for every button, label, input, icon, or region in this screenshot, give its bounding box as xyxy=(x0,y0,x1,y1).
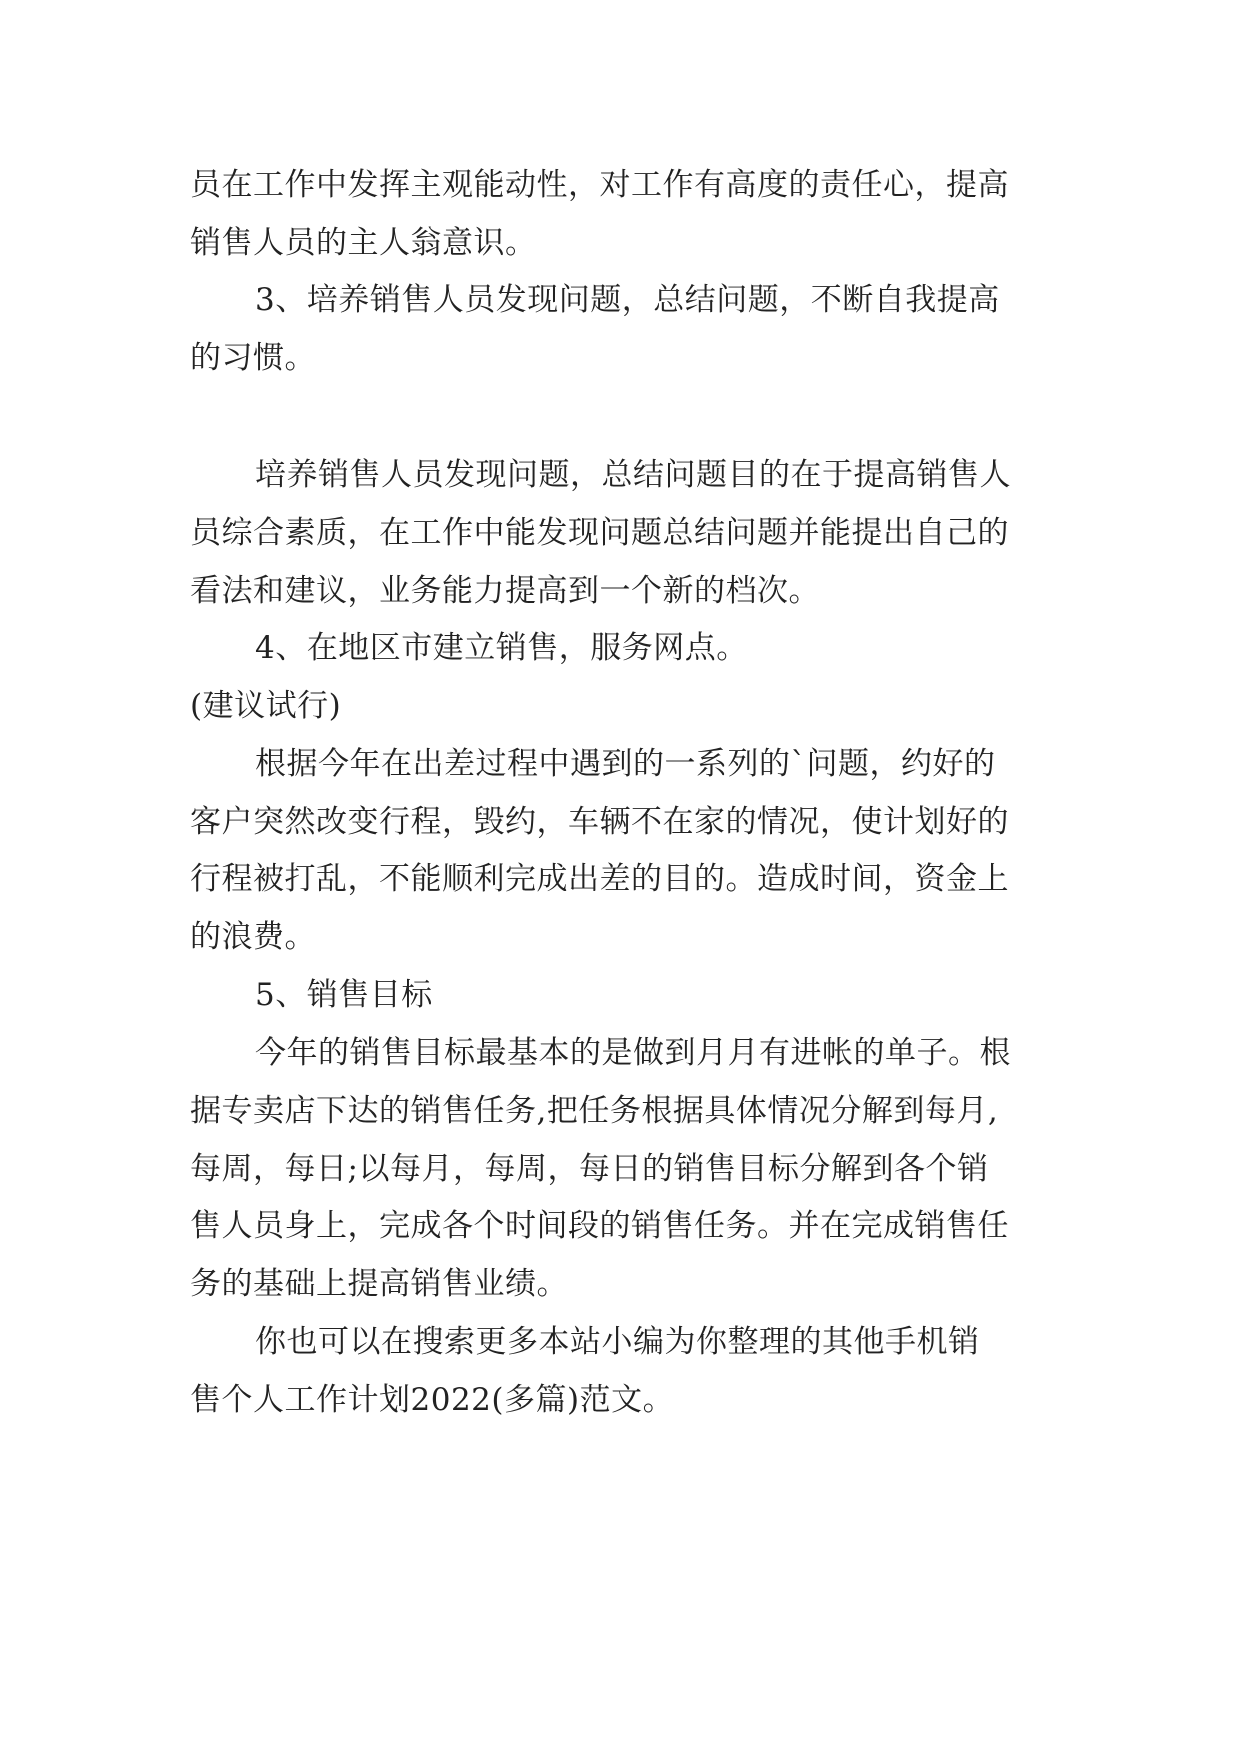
text-line: 行程被打乱，不能顺利完成出差的目的。造成时间，资金上 xyxy=(190,861,1009,897)
text-line: 4、在地区市建立销售，服务网点。 xyxy=(255,630,748,666)
text-line: 看法和建议，业务能力提高到一个新的档次。 xyxy=(190,573,820,609)
text-line: 培养销售人员发现问题，总结问题目的在于提高销售人 xyxy=(255,457,1011,493)
text-line: 根据今年在出差过程中遇到的一系列的`问题，约好的 xyxy=(255,746,996,782)
text-line: 员在工作中发挥主观能动性，对工作有高度的责任心，提高 xyxy=(190,167,1009,203)
text-line: 每周，每日;以每月，每周，每日的销售目标分解到各个销 xyxy=(190,1151,989,1187)
text-line: 的习惯。 xyxy=(190,340,316,376)
text-line: 销售人员的主人翁意识。 xyxy=(190,225,537,261)
text-line: 3、培养销售人员发现问题，总结问题，不断自我提高 xyxy=(255,282,1000,318)
text-line: 的浪费。 xyxy=(190,919,316,955)
text-line: 售人员身上，完成各个时间段的销售任务。并在完成销售任 xyxy=(190,1208,1009,1244)
text-line: 据专卖店下达的销售任务,把任务根据具体情况分解到每月, xyxy=(190,1093,999,1129)
text-line: 员综合素质，在工作中能发现问题总结问题并能提出自己的 xyxy=(190,515,1009,551)
text-line: (建议试行) xyxy=(190,688,342,724)
text-line: 售个人工作计划2022(多篇)范文。 xyxy=(190,1382,675,1418)
text-line: 你也可以在搜索更多本站小编为你整理的其他手机销 xyxy=(255,1324,980,1360)
text-line: 务的基础上提高销售业绩。 xyxy=(190,1266,568,1302)
text-line: 今年的销售目标最基本的是做到月月有进帐的单子。根 xyxy=(255,1035,1011,1071)
text-line: 5、销售目标 xyxy=(255,977,433,1013)
text-line: 客户突然改变行程，毁约，车辆不在家的情况，使计划好的 xyxy=(190,804,1009,840)
